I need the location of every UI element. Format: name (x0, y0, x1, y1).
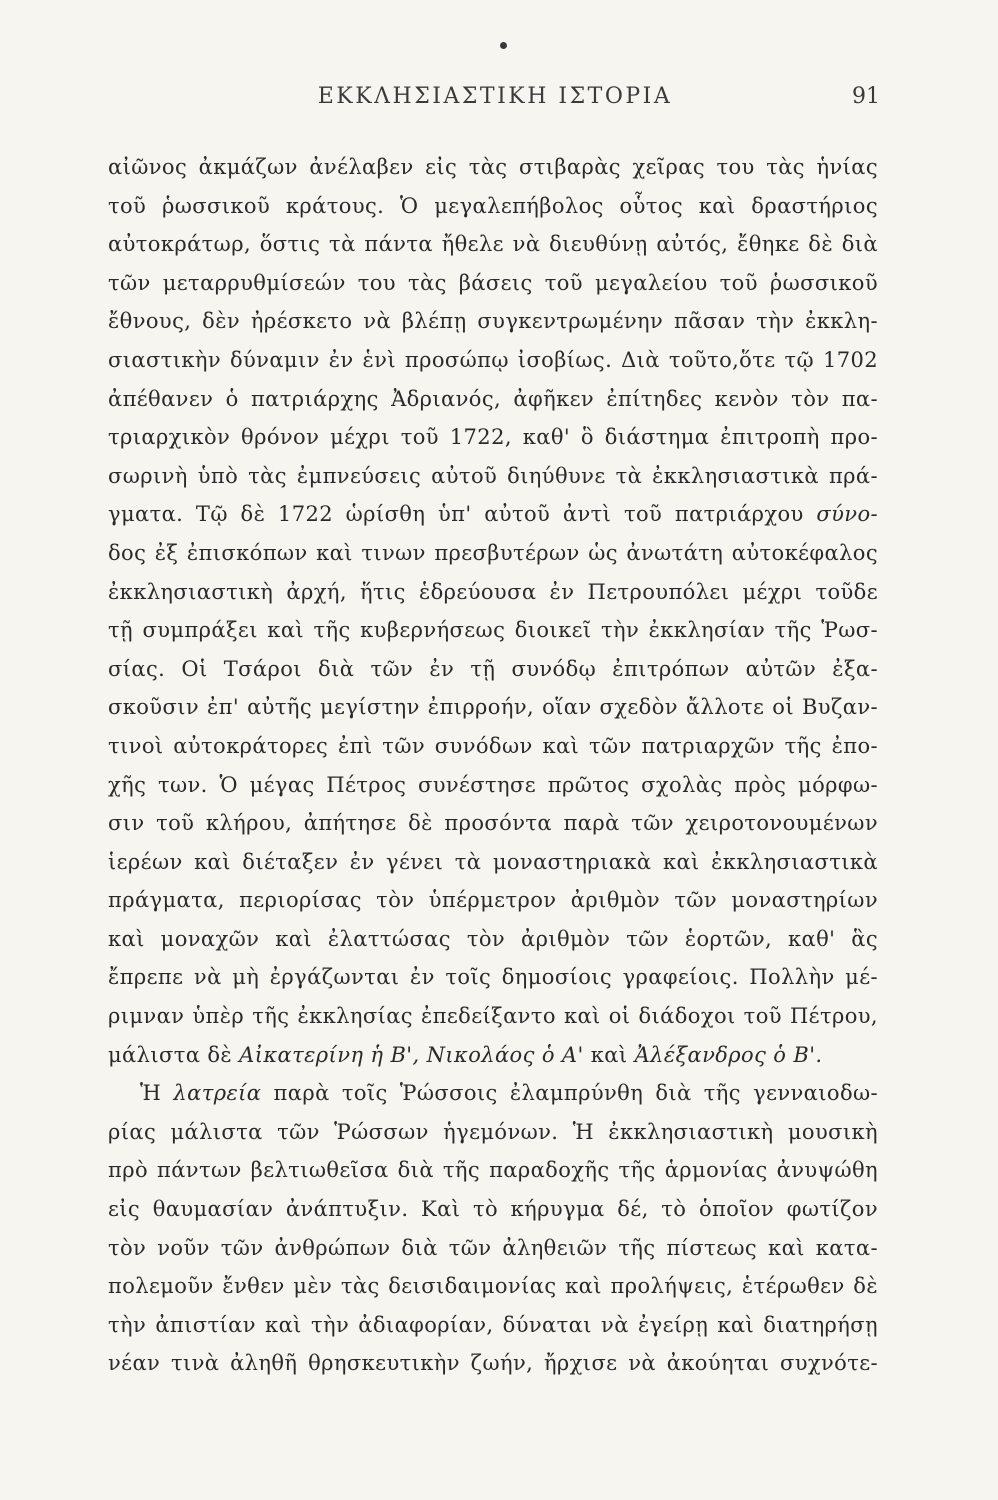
running-title: ΕΚΚΛΗΣΙΑΣΤΙΚΗ ΙΣΤΟΡΙΑ (317, 84, 673, 109)
italic-names: Αἰκατερίνη ἡ Β', Νικολάος ὁ Α' (239, 1042, 584, 1067)
text-line: καὶ μοναχῶν καὶ ἐλαττώσας τὸν ἀριθμὸν τῶν ἑορτῶν, καθ' ἃς (108, 926, 878, 951)
italic-term: σύνο- (816, 502, 878, 527)
text-line: σκοῦσιν ἐπ' αὐτῆς μεγίστην ἐπιρροήν, οἵαν σχεδὸν ἄλλοτε οἱ Βυζαν- (108, 695, 878, 720)
text-line: τριαρχικὸν θρόνον μέχρι τοῦ 1722, καθ' ὃ διάστημα ἐπιτροπὴ προ- (108, 425, 878, 450)
page-header (110, 84, 880, 114)
text-line: αἰῶνος ἀκμάζων ἀνέλαβεν εἰς τὰς στιβαρὰς χεῖρας του τὰς ἡνίας (108, 155, 878, 179)
text-line: νέαν τινὰ ἀληθῆ θρησκευτικὴν ζωήν, ἤρχισε νὰ ἀκούηται συχνότε- (108, 1351, 878, 1376)
page-number: 91 (852, 84, 880, 109)
text-line: ἔθνους, δὲν ἠρέσκετο νὰ βλέπῃ συγκεντρωμένην πᾶσαν τὴν ἐκκλη- (108, 309, 878, 334)
text-line: τὴν ἀπιστίαν καὶ τὴν ἀδιαφορίαν, δύναται νὰ ἐγείρῃ καὶ διατηρήσῃ (108, 1312, 878, 1337)
text-line: τὸν νοῦν τῶν ἀνθρώπων διὰ τῶν ἀληθειῶν τῆς πίστεως καὶ κατα- (108, 1235, 878, 1260)
text-line: πράγματα, περιορίσας τὸν ὑπέρμετρον ἀριθμὸν τῶν μοναστηρίων (108, 888, 878, 913)
body-text (108, 148, 878, 1383)
text-line: πολεμοῦν ἔνθεν μὲν τὰς δεισιδαιμονίας καὶ προλήψεις, ἑτέρωθεν δὲ (108, 1274, 878, 1299)
text-line: πρὸ πάντων βελτιωθεῖσα διὰ τῆς παραδοχῆς τῆς ἁρμονίας ἀνυψώθη (108, 1158, 878, 1183)
text-segment: γματα. Τῷ δὲ 1722 ὡρίσθη ὑπ' αὐτοῦ ἀντὶ τοῦ πατριάρχου (108, 502, 804, 527)
text-line: τῶν μεταρρυθμίσεών του τὰς βάσεις τοῦ μεγαλείου τοῦ ῥωσσικοῦ (108, 270, 878, 295)
text-line: ριμναν ὑπὲρ τῆς ἐκκλησίας ἐπεδείξαντο καὶ οἱ διάδοχοι τοῦ Πέτρου, (108, 1004, 878, 1029)
text-line: αὐτοκράτωρ, ὅστις τὰ πάντα ἤθελε νὰ διευθύνῃ αὐτός, ἔθηκε δὲ διὰ (108, 232, 878, 257)
text-line: τινοὶ αὐτοκράτορες ἐπὶ τῶν συνόδων καὶ τῶν πατριαρχῶν τῆς ἐπο- (108, 733, 878, 758)
text-line: ἔπρεπε νὰ μὴ ἐργάζωνται ἐν τοῖς δημοσίοις γραφείοις. Πολλὴν μέ- (108, 965, 878, 990)
text-line: σωρινὴ ὑπὸ τὰς ἐμπνεύσεις αὐτοῦ διηύθυνε τὰ ἐκκλησιαστικὰ πρά- (108, 463, 878, 488)
text-line (108, 1074, 878, 1113)
italic-term: λατρεία (173, 1081, 262, 1106)
text-line: τῇ συμπράξει καὶ τῆς κυβερνήσεως διοικεῖ τὴν ἐκκλησίαν τῆς Ῥωσ- (108, 618, 878, 643)
text-line: χῆς των. Ὁ μέγας Πέτρος συνέστησε πρῶτος σχολὰς πρὸς μόρφω- (108, 772, 878, 797)
text-line: σίας. Οἱ Τσάροι διὰ τῶν ἐν τῇ συνόδῳ ἐπιτρόπων αὐτῶν ἐξα- (108, 656, 878, 681)
text-line: ἱερέων καὶ διέταξεν ἐν γένει τὰ μοναστηριακὰ καὶ ἐκκλησιαστικὰ (108, 849, 878, 874)
text-line (108, 495, 878, 534)
text-line: εἰς θαυμασίαν ἀνάπτυξιν. Καὶ τὸ κήρυγμα δέ, τὸ ὁποῖον φωτίζον (108, 1197, 878, 1222)
text-line: τοῦ ῥωσσικοῦ κράτους. Ὁ μεγαλεπήβολος οὗτος καὶ δραστήριος (108, 193, 878, 218)
italic-names: Ἀλέξανδρος ὁ Β'. (634, 1042, 823, 1067)
text-segment: παρὰ τοῖς Ῥώσσοις ἐλαμπρύνθη διὰ τῆς γενναιοδω- (261, 1081, 878, 1106)
text-line: σιαστικὴν δύναμιν ἐν ἑνὶ προσώπῳ ἰσοβίως. Διὰ τοῦτο,ὅτε τῷ 1702 (108, 347, 878, 372)
text-line: ἀπέθανεν ὁ πατριάρχης Ἀδριανός, ἀφῆκεν ἐπίτηδες κενὸν τὸν πα- (108, 386, 878, 411)
text-segment: καὶ (583, 1042, 635, 1067)
ink-dot (500, 42, 507, 49)
text-line: σιν τοῦ κλήρου, ἀπήτησε δὲ προσόντα παρὰ τῶν χειροτονουμένων (108, 811, 878, 836)
text-line (108, 1036, 878, 1075)
text-line: δος ἐξ ἐπισκόπων καὶ τινων πρεσβυτέρων ὡς ἀνωτάτη αὐτοκέφαλος (108, 540, 878, 565)
text-segment: μάλιστα δὲ (108, 1042, 233, 1067)
text-segment: Ἡ (140, 1081, 174, 1106)
text-line: ρίας μάλιστα τῶν Ῥώσσων ἡγεμόνων. Ἡ ἐκκλησιαστικὴ μουσικὴ (108, 1119, 878, 1144)
text-line: ἐκκλησιαστικὴ ἀρχή, ἥτις ἑδρεύουσα ἐν Πετρουπόλει μέχρι τοῦδε (108, 579, 878, 604)
